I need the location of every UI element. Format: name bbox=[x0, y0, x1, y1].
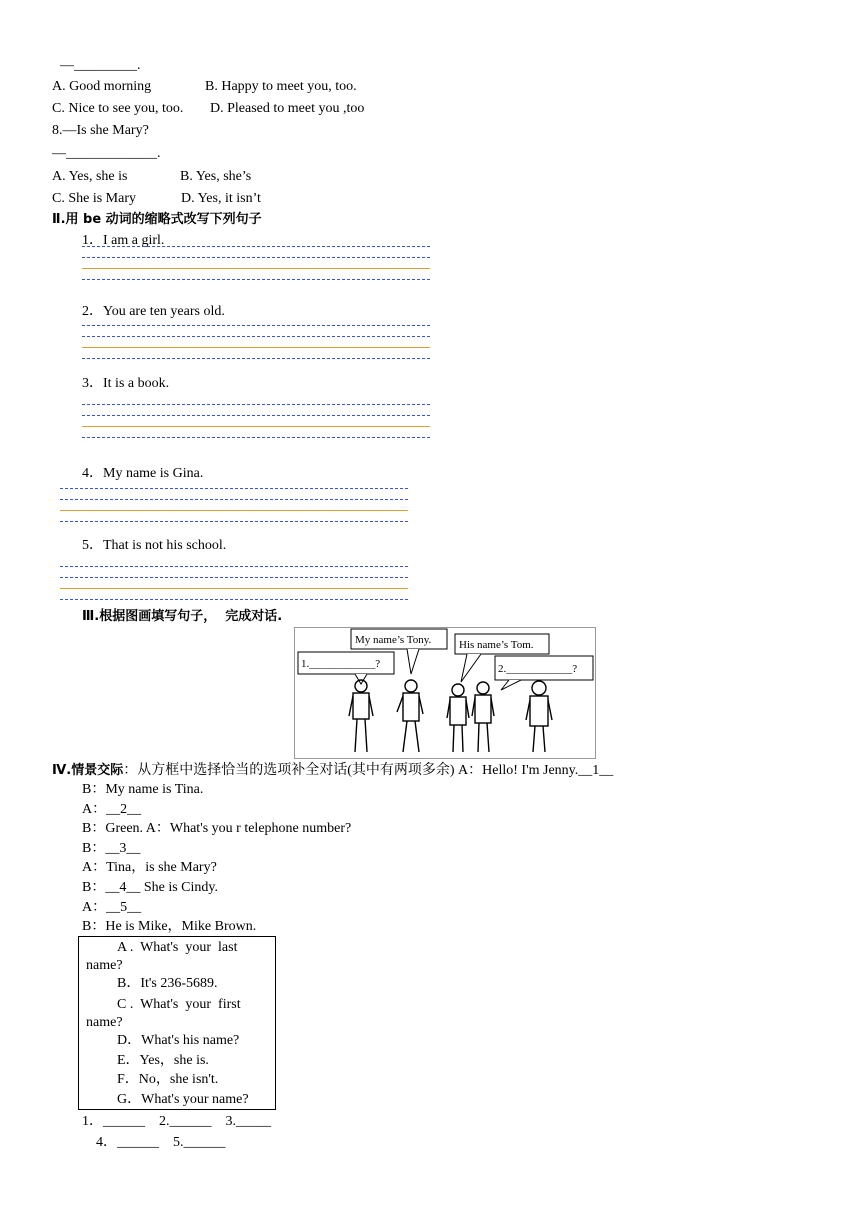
q7-answer-blank: —_________. bbox=[60, 58, 141, 73]
s2-item-4-num: 4． bbox=[82, 466, 103, 481]
answers-row-2[interactable]: 4．______ 5.______ bbox=[96, 1135, 226, 1150]
bubble-tom-tail bbox=[461, 654, 481, 682]
q8-option-a: A. Yes, she is bbox=[52, 169, 128, 184]
dialogue-line-5: A：Tina，is she Mary? bbox=[82, 860, 217, 875]
option-c-line2: name? bbox=[86, 1015, 123, 1030]
dialogue-line-7: A：__5__ bbox=[82, 900, 142, 915]
dialogue-line-3: B：Green. A：What's you r telephone number? bbox=[82, 821, 352, 836]
tom-figure bbox=[472, 682, 494, 752]
dialogue-line-2: A：__2__ bbox=[82, 802, 142, 817]
bubble-1-text: 1.____________? bbox=[301, 658, 381, 670]
q7-option-a: A. Good morning bbox=[52, 79, 152, 94]
option-d: D．What's his name? bbox=[117, 1033, 240, 1048]
s2-item-1-num: 1． bbox=[82, 233, 103, 248]
s2-writing-lines-3[interactable] bbox=[82, 404, 430, 448]
dialogue-illustration bbox=[295, 628, 595, 758]
s2-item-2-text: You are ten years old. bbox=[103, 304, 225, 319]
section2-title: Ⅱ.用 be 动词的缩略式改写下列句子 bbox=[52, 212, 262, 227]
bubble-tony-text: My name’s Tony. bbox=[355, 634, 432, 646]
q7-option-d: D. Pleased to meet you ,too bbox=[210, 101, 365, 116]
dialogue-line-6: B：__4__ She is Cindy. bbox=[82, 880, 218, 895]
s2-item-4-text: My name is Gina. bbox=[103, 466, 204, 481]
option-b: B．It's 236-5689. bbox=[117, 976, 218, 991]
dialogue-line-1: B：My name is Tina. bbox=[82, 782, 204, 797]
s2-item-5-num: 5． bbox=[82, 538, 103, 553]
dialogue-line-8: B：He is Mike，Mike Brown. bbox=[82, 919, 257, 934]
option-f: F．No，she isn't. bbox=[117, 1072, 219, 1087]
option-c-line1: C . What's your first bbox=[117, 997, 241, 1012]
boy-figure-5 bbox=[526, 681, 552, 752]
s2-item-5-text: That is not his school. bbox=[103, 538, 227, 553]
q8-option-c: C. She is Mary bbox=[52, 191, 136, 206]
options-box bbox=[78, 936, 276, 1110]
section3-title: Ⅲ.根据图画填写句子， 完成对话. bbox=[82, 609, 283, 624]
s2-item-4 bbox=[82, 465, 203, 483]
bubble-2-tail bbox=[501, 680, 521, 690]
tony-figure bbox=[397, 680, 423, 752]
q7-option-b: B. Happy to meet you, too. bbox=[205, 79, 357, 94]
answers-row-1[interactable]: 1．______ 2.______ 3._____ bbox=[82, 1114, 271, 1129]
s2-item-1-text: I am a girl. bbox=[103, 233, 165, 248]
s2-writing-lines-5[interactable] bbox=[60, 566, 408, 610]
s2-item-2 bbox=[82, 303, 225, 321]
s2-writing-lines-4[interactable] bbox=[60, 488, 408, 532]
q8-option-d: D. Yes, it isn’t bbox=[181, 191, 261, 206]
section4-title-rest: ：从方框中选择恰当的选项补全对话(其中有两项多余) A：Hello! I'm Jenny.__1__ bbox=[123, 763, 614, 778]
option-a-line1: A . What's your last bbox=[117, 940, 238, 955]
dialogue-picture bbox=[294, 627, 596, 759]
boy-figure-1 bbox=[349, 680, 373, 752]
option-a-line2: name? bbox=[86, 958, 123, 973]
s2-item-2-num: 2． bbox=[82, 304, 103, 319]
q8-question: 8.—Is she Mary? bbox=[52, 123, 149, 138]
s2-item-3-text: It is a book. bbox=[103, 376, 170, 391]
s2-item-3-num: 3． bbox=[82, 376, 103, 391]
option-g: G．What's your name? bbox=[117, 1092, 249, 1107]
boy-figure-3 bbox=[447, 684, 469, 752]
q8-answer-blank: —_____________. bbox=[52, 146, 161, 161]
dialogue-line-4: B：__3__ bbox=[82, 841, 141, 856]
s2-item-3 bbox=[82, 375, 169, 393]
s2-item-5 bbox=[82, 537, 226, 555]
bubble-tony-tail bbox=[407, 649, 419, 674]
q8-option-b: B. Yes, she’s bbox=[180, 169, 252, 184]
s2-writing-lines-1[interactable] bbox=[82, 246, 430, 290]
section4-title-bold: Ⅳ.情景交际 bbox=[52, 763, 124, 778]
option-e: E．Yes，she is. bbox=[117, 1053, 209, 1068]
section4-title bbox=[52, 762, 613, 780]
bubble-tom-text: His name’s Tom. bbox=[459, 639, 534, 651]
q7-option-c: C. Nice to see you, too. bbox=[52, 101, 184, 116]
s2-writing-lines-2[interactable] bbox=[82, 325, 430, 369]
bubble-2-text: 2.____________? bbox=[498, 663, 578, 675]
